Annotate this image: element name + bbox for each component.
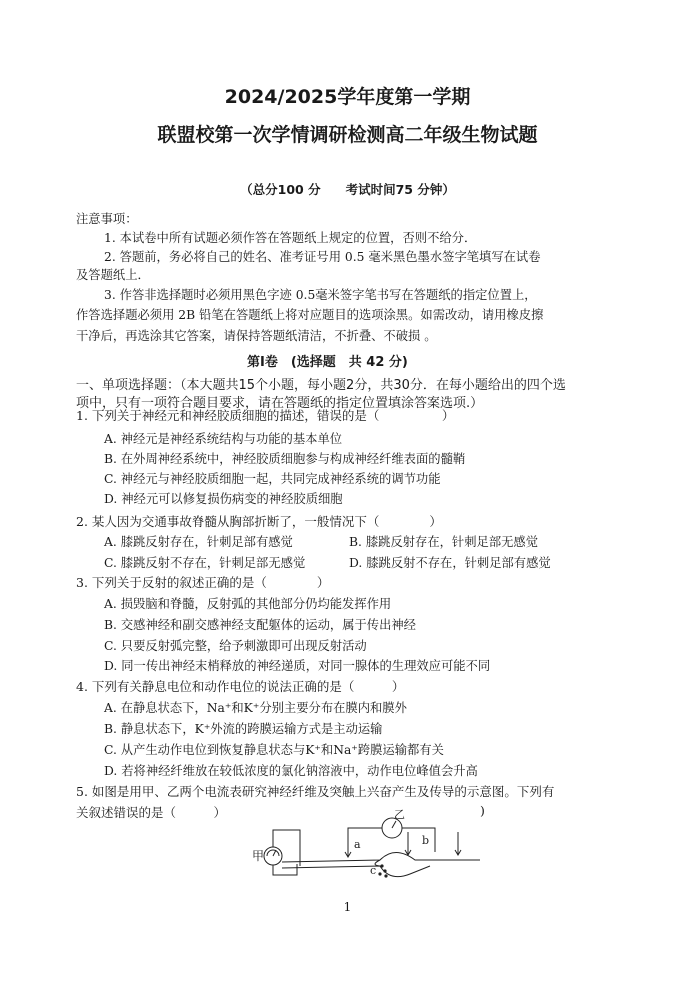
notice-line-3: 及答题纸上． [76, 268, 150, 282]
question-4-option-b: B. 静息状态下，K⁺外流的跨膜运输方式是主动运输 [104, 722, 383, 736]
label-jia: 甲 [252, 849, 265, 863]
notice-line-4: 3. 作答非选择题时必须用黑色字迹 0.5毫米签字笔书写在答题纸的指定位置上， [104, 288, 537, 302]
notice-heading: 注意事项： [76, 212, 138, 226]
question-3-option-a: A. 损毁脑和脊髓，反射弧的其他部分仍均能发挥作用 [104, 597, 392, 611]
question-4-option-c: C. 从产生动作电位到恢复静息状态与K⁺和Na⁺跨膜运输都有关 [104, 743, 444, 757]
question-5-stem-line-2: 关叙述错误的是（ ） [76, 805, 227, 820]
question-1-option-b: B. 在外周神经系统中，神经胶质细胞参与构成神经纤维表面的髓鞘 [104, 452, 466, 466]
question-3-stem: 3. 下列关于反射的叙述正确的是（ ） [76, 575, 330, 590]
label-a: a [354, 838, 361, 851]
exam-term-title: 2024/2025学年度第一学期 [224, 86, 471, 108]
question-1-option-a: A. 神经元是神经系统结构与功能的基本单位 [104, 432, 343, 446]
question-3-option-c: C. 只要反射弧完整，给予刺激即可出现反射活动 [104, 639, 367, 653]
page-number: 1 [343, 900, 352, 914]
question-2-option-c: C. 膝跳反射不存在，针刺足部无感觉 [104, 556, 306, 570]
notice-line-2: 2. 答题前，务必将自己的姓名、准考证号用 0.5 毫米黑色墨水签字笔填写在试卷 [104, 250, 541, 264]
exam-title: 联盟校第一次学情调研检测高二年级生物试题 [157, 124, 538, 146]
question-3-option-b: B. 交感神经和副交感神经支配躯体的运动，属于传出神经 [104, 618, 416, 632]
question-1-stem: 1. 下列关于神经元和神经胶质细胞的描述，错误的是（ ） [76, 408, 455, 423]
question-5-stem-line-1: 5. 如图是用甲、乙两个电流表研究神经纤维及突触上兴奋产生及传导的示意图。下列有 [76, 784, 555, 799]
exam-subtitle: （总分100 分 考试时间75 分钟） [240, 182, 455, 197]
question-1-option-d: D. 神经元可以修复损伤病变的神经胶质细胞 [104, 492, 343, 506]
notice-line-5: 作答选择题必须用 2B 铅笔在答题纸上将对应题目的选项涂黑。如需改动，请用橡皮擦 [76, 308, 544, 322]
section-intro-line-2: 项中，只有一项符合题目要求，请在答题纸的指定位置填涂答案选项.） [76, 396, 484, 411]
section-heading: 第Ⅰ卷 (选择题 共 42 分) [247, 355, 408, 370]
question-5-stray-paren: ) [480, 803, 485, 818]
notice-line-1: 1. 本试卷中所有试题必须作答在答题纸上规定的位置，否则不给分． [104, 231, 477, 245]
question-4-stem: 4. 下列有关静息电位和动作电位的说法正确的是（ ） [76, 679, 405, 694]
question-2-option-a: A. 膝跳反射存在，针刺足部有感觉 [104, 535, 293, 549]
label-b: b [422, 834, 430, 847]
question-3-option-d: D. 同一传出神经末梢释放的神经递质，对同一腺体的生理效应可能不同 [104, 659, 491, 673]
notice-line-6: 干净后，再选涂其它答案，请保持答题纸清洁，不折叠、不破损 。 [76, 329, 437, 343]
question-4-option-a: A. 在静息状态下，Na⁺和K⁺分别主要分布在膜内和膜外 [104, 701, 407, 715]
nerve-fiber-figure [230, 808, 490, 890]
question-2-option-b: B. 膝跳反射存在，针刺足部无感觉 [349, 535, 539, 549]
question-1-option-c: C. 神经元与神经胶质细胞一起，共同完成神经系统的调节功能 [104, 472, 441, 486]
label-c: c [370, 864, 377, 877]
question-2-stem: 2. 某人因为交通事故脊髓从胸部折断了，一般情况下（ ） [76, 514, 442, 529]
question-4-option-d: D. 若将神经纤维放在较低浓度的氯化钠溶液中，动作电位峰值会升高 [104, 764, 478, 778]
question-2-option-d: D. 膝跳反射不存在，针刺足部有感觉 [349, 556, 551, 570]
section-intro-line-1: 一、单项选择题：（本大题共15个小题，每小题2分，共30分．在每小题给出的四个选 [76, 378, 566, 393]
label-yi: 乙 [394, 808, 405, 821]
